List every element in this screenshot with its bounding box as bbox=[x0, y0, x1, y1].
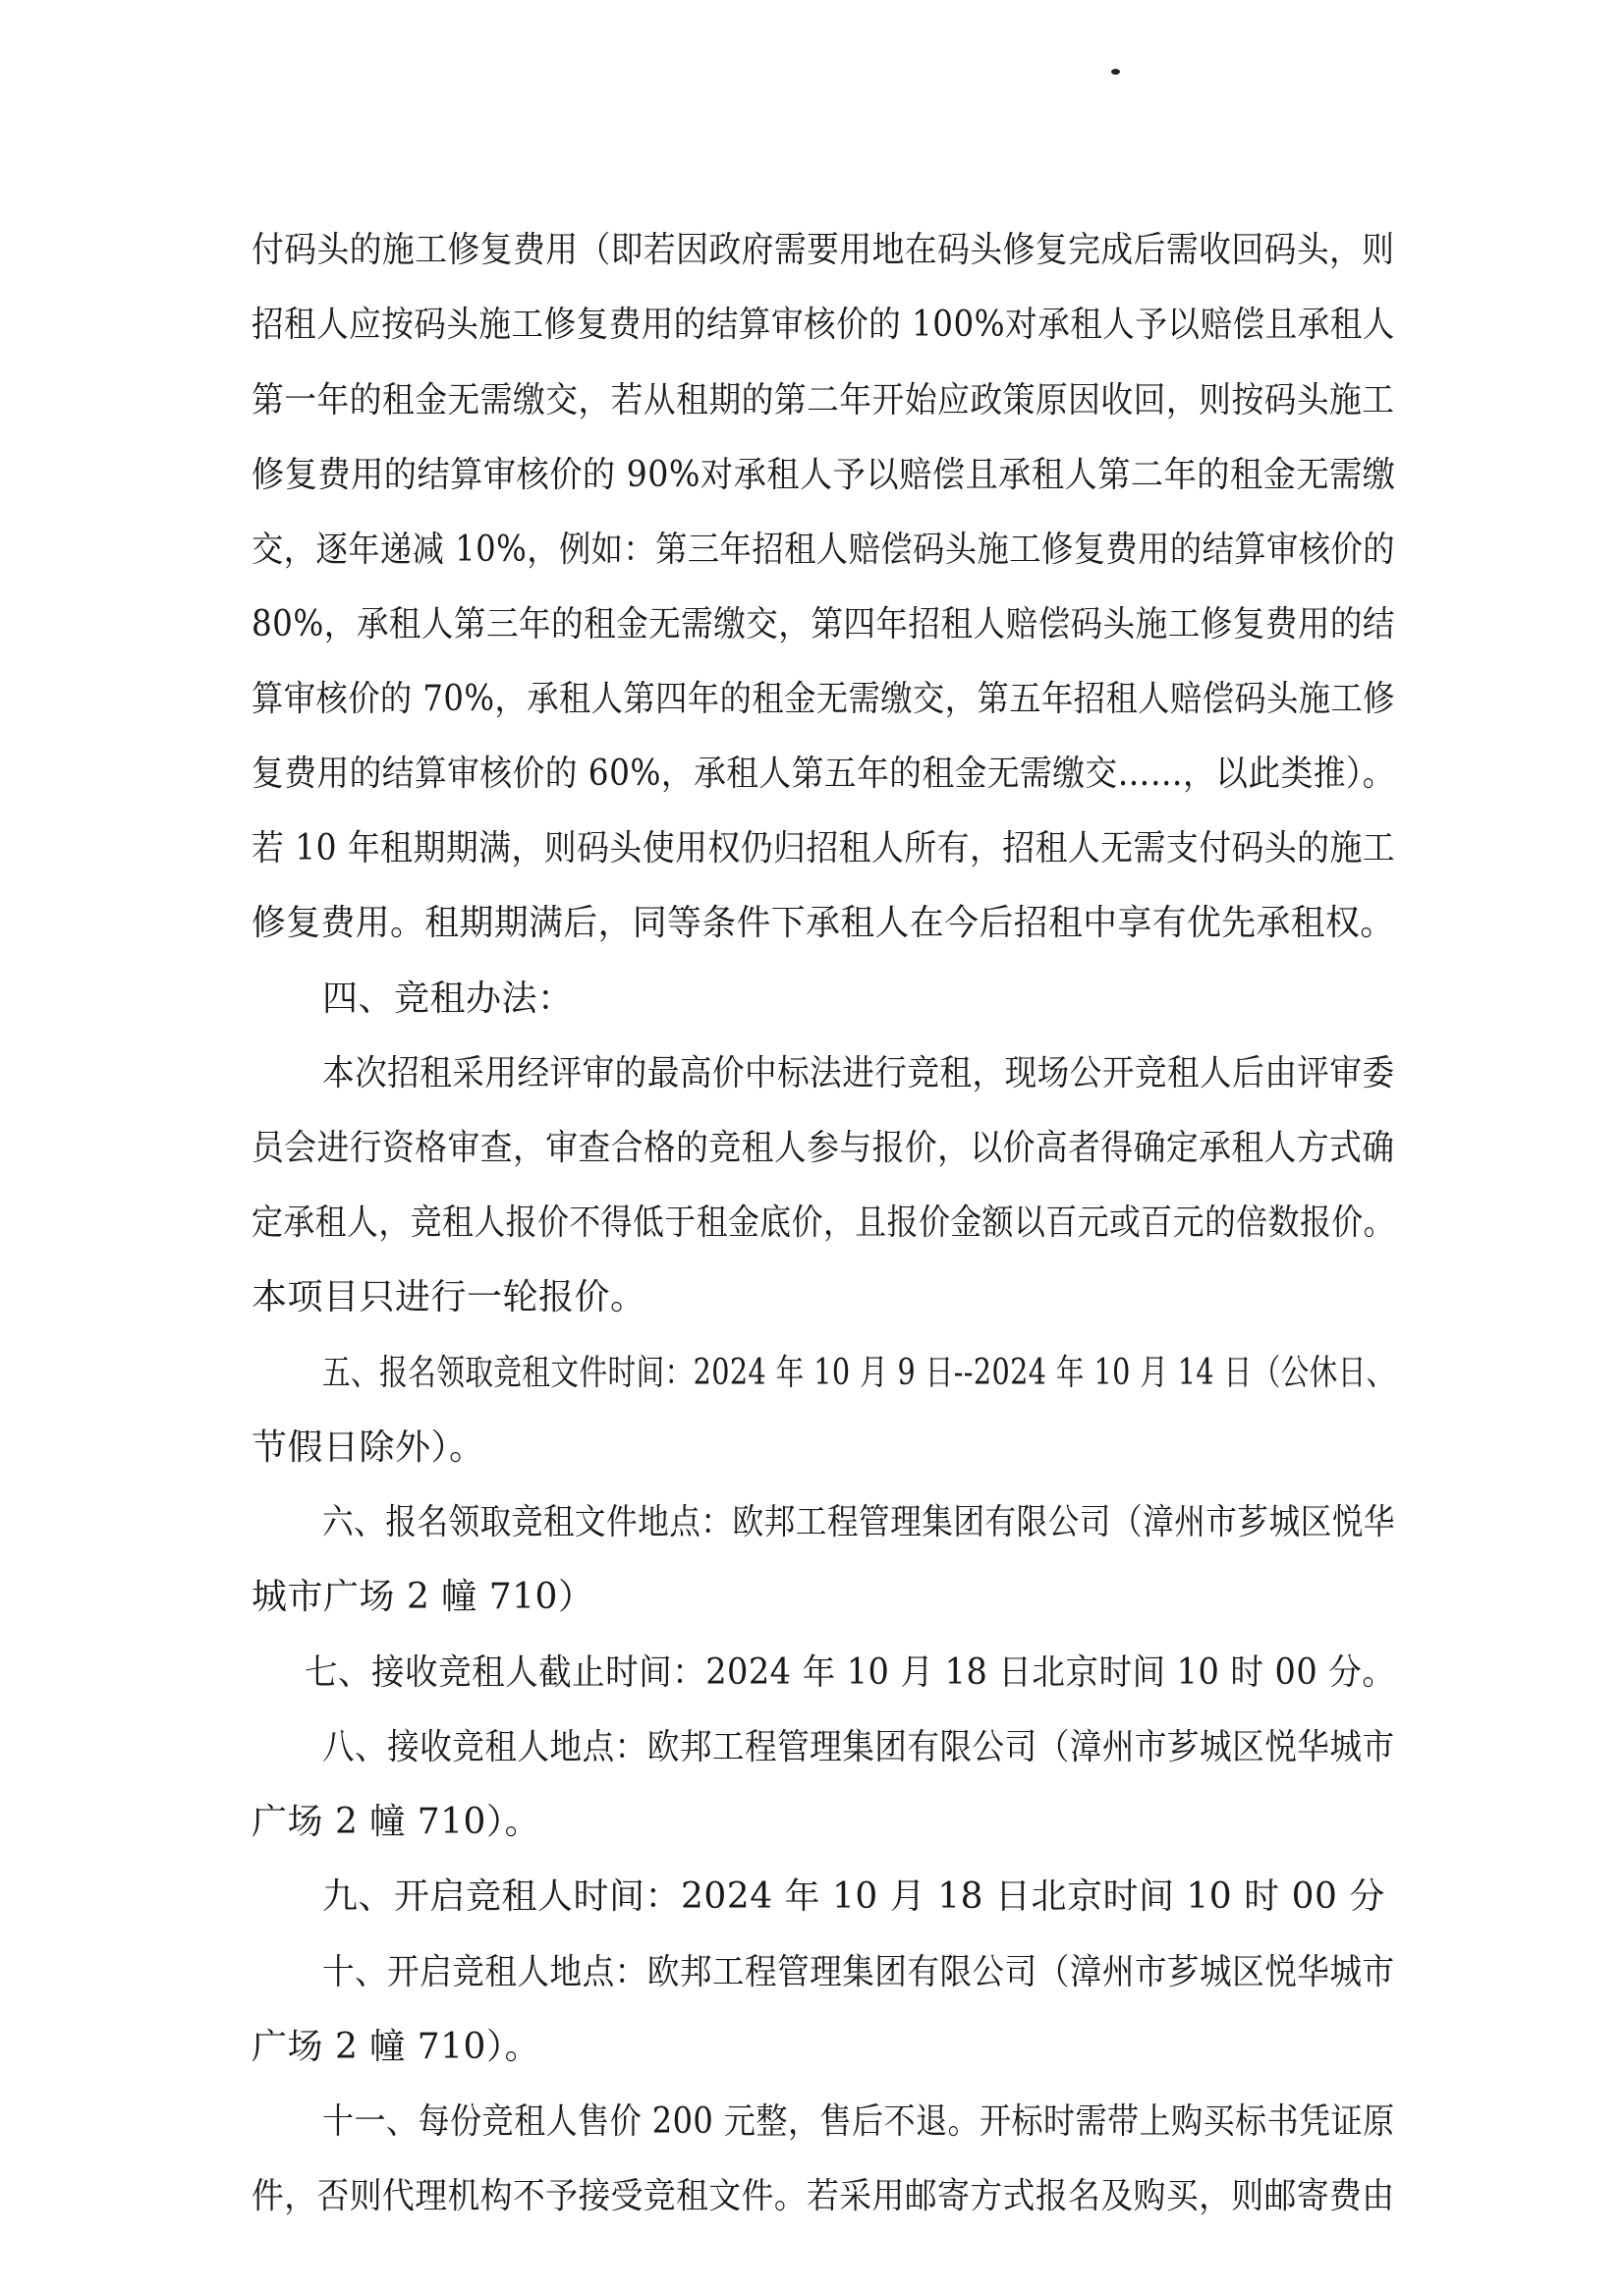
text-line: 复费用的结算审核价的 60%，承租人第五年的租金无需缴交……，以此类推）。 bbox=[252, 754, 1396, 794]
text-line: 若 10 年租期期满，则码头使用权仍归招租人所有，招租人无需支付码头的施工 bbox=[252, 828, 1396, 868]
text-line: 件，否则代理机构不予接受竞租文件。若采用邮寄方式报名及购买，则邮寄费由 bbox=[252, 2176, 1395, 2216]
section-heading: 四、竞租办法： bbox=[322, 979, 574, 1019]
text-line: 修复费用。租期期满后，同等条件下承租人在今后招租中享有优先承租权。 bbox=[252, 903, 1395, 943]
section-item: 九、开启竞租人时间：2024 年 10 月 18 日北京时间 10 时 00 分 bbox=[322, 1876, 1385, 1917]
text-line: 招租人应按码头施工修复费用的结算审核价的 100%对承租人予以赔偿且承租人 bbox=[252, 305, 1395, 345]
section-item: 七、接收竞租人截止时间：2024 年 10 月 18 日北京时间 10 时 00 分。 bbox=[305, 1652, 1396, 1693]
section-item: 五、报名领取竞租文件时间：2024 年 10 月 9 日--2024 年 10 月 14 日（公休日、 bbox=[322, 1353, 1395, 1393]
text-line: 交，逐年递减 10%，例如：第三年招租人赔偿码头施工修复费用的结算审核价的 bbox=[252, 530, 1396, 570]
text-line: 广场 2 幢 710）。 bbox=[252, 1802, 540, 1842]
text-line: 节假日除外）。 bbox=[252, 1427, 485, 1468]
section-item: 六、报名领取竞租文件地点：欧邦工程管理集团有限公司（漳州市芗城区悦华 bbox=[322, 1502, 1395, 1542]
text-line: 城市广场 2 幢 710） bbox=[252, 1577, 594, 1617]
text-line: 修复费用的结算审核价的 90%对承租人予以赔偿且承租人第二年的租金无需缴 bbox=[252, 455, 1396, 495]
text-line: 本项目只进行一轮报价。 bbox=[252, 1277, 646, 1317]
text-line: 定承租人，竞租人报价不得低于租金底价，且报价金额以百元或百元的倍数报价。 bbox=[252, 1203, 1395, 1243]
text-line: 第一年的租金无需缴交，若从租期的第二年开始应政策原因收回，则按码头施工 bbox=[252, 380, 1395, 420]
section-item: 十一、每份竞租人售价 200 元整，售后不退。开标时需带上购买标书凭证原 bbox=[322, 2101, 1395, 2142]
text-line: 80%，承租人第三年的租金无需缴交，第四年招租人赔偿码头施工修复费用的结 bbox=[252, 604, 1395, 644]
section-item: 十、开启竞租人地点：欧邦工程管理集团有限公司（漳州市芗城区悦华城市 bbox=[322, 1952, 1395, 1992]
text-line: 员会进行资格审查，审查合格的竞租人参与报价，以价高者得确定承租人方式确 bbox=[252, 1128, 1395, 1168]
text-line: 付码头的施工修复费用（即若因政府需要用地在码头修复完成后需收回码头，则 bbox=[252, 230, 1395, 270]
text-line: 算审核价的 70%，承租人第四年的租金无需缴交，第五年招租人赔偿码头施工修 bbox=[252, 679, 1396, 719]
section-item: 八、接收竞租人地点：欧邦工程管理集团有限公司（漳州市芗城区悦华城市 bbox=[322, 1727, 1395, 1767]
text-line: 广场 2 幢 710）。 bbox=[252, 2027, 540, 2067]
text-line: 本次招租采用经评审的最高价中标法进行竞租，现场公开竞租人后由评审委 bbox=[322, 1053, 1395, 1093]
scan-speck bbox=[1111, 69, 1120, 75]
